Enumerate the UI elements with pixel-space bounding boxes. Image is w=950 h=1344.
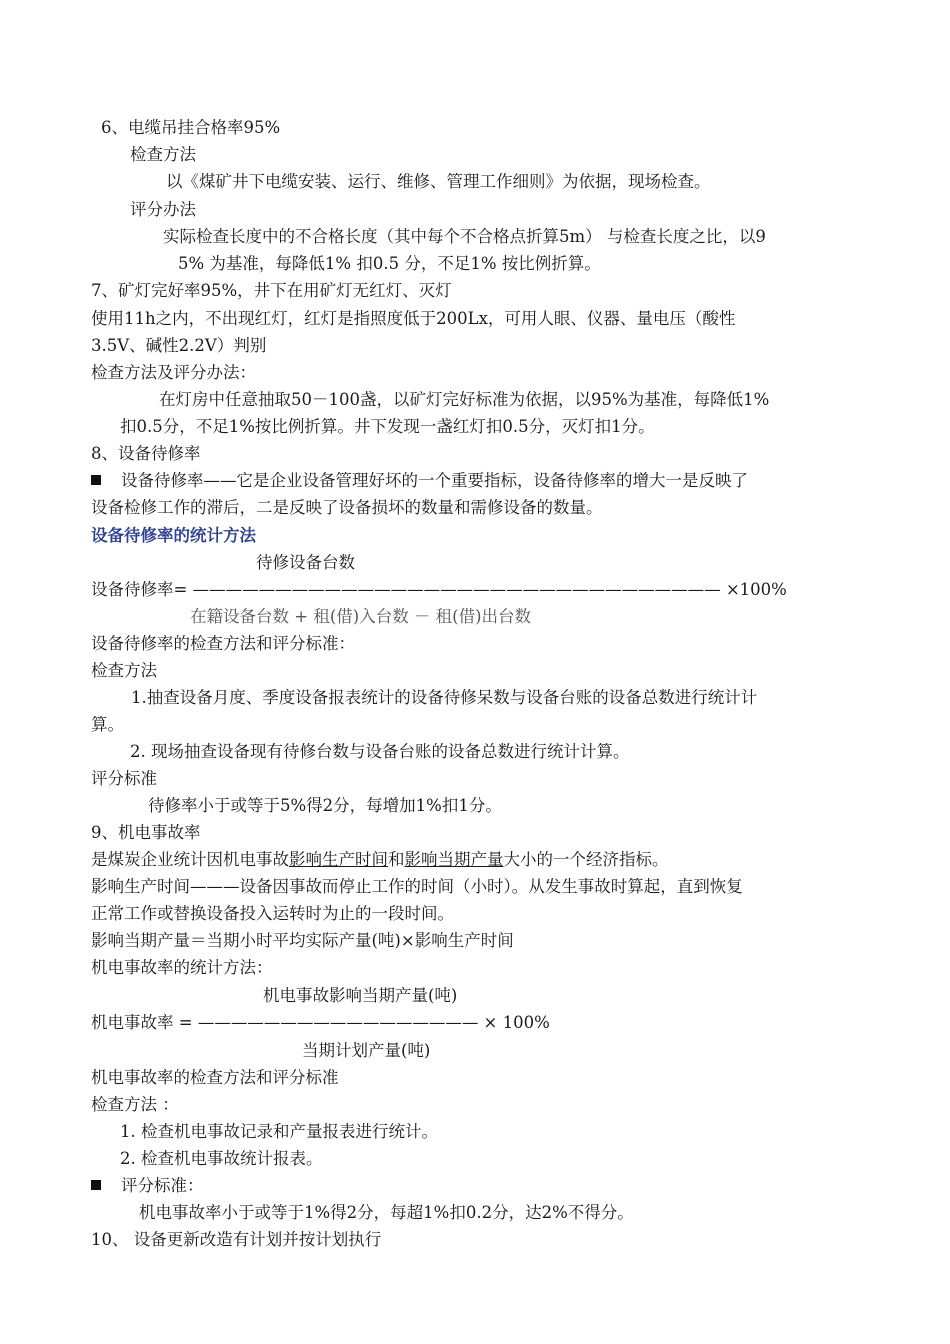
item-7-title: 7、矿灯完好率95%，井下在用矿灯无红灯、灭灯 bbox=[91, 281, 452, 300]
formula-denominator: 在籍设备台数 + 租(借)入台数 － 租(借)出台数 bbox=[190, 607, 532, 626]
item-8-title: 8、设备待修率 bbox=[91, 444, 201, 463]
paragraph: 使用11h之内，不出现红灯，红灯是指照度低于200Lx，可用人眼、仪器、量电压（酸性 bbox=[91, 309, 736, 328]
list-item: 1. 检查机电事故记录和产量报表进行统计。 bbox=[120, 1122, 438, 1141]
formula-line: 设备待修率= ———————————————————————————————— ×100% bbox=[91, 580, 787, 599]
formula-denominator: 当期计划产量(吨) bbox=[302, 1041, 431, 1060]
inspection-method-label: 检查方法 bbox=[130, 145, 196, 164]
list-item: 2. 检查机电事故统计报表。 bbox=[120, 1149, 323, 1168]
inspection-method-label: 检查方法 ： bbox=[91, 1095, 179, 1114]
formula-numerator: 待修设备台数 bbox=[256, 553, 355, 572]
paragraph: 5% 为基准，每降低1% 扣0.5 分，不足1% 按比例折算。 bbox=[178, 254, 601, 273]
paragraph: 设备检修工作的滞后，二是反映了设备损坏的数量和需修设备的数量。 bbox=[91, 498, 603, 517]
paragraph: 机电事故率小于或等于1%得2分，每超1%扣0.2分，达2%不得分。 bbox=[139, 1203, 634, 1222]
paragraph: 实际检查长度中的不合格长度（其中每个不合格点折算5m） 与检查长度之比，以9 bbox=[163, 227, 766, 246]
section-label: 机电事故率的统计方法： bbox=[91, 958, 273, 977]
paragraph: 算。 bbox=[91, 715, 124, 734]
section-label: 设备待修率的检查方法和评分标准： bbox=[91, 634, 355, 653]
paragraph: 在灯房中任意抽取50－100盏，以矿灯完好标准为依据，以95%为基准，每降低1% bbox=[159, 390, 770, 409]
section-label: 机电事故率的检查方法和评分标准 bbox=[91, 1068, 339, 1087]
paragraph: 3.5V、碱性2.2V）判别 bbox=[91, 336, 267, 355]
bullet-paragraph: 评分标准： bbox=[91, 1178, 204, 1195]
inspection-method-label: 检查方法 bbox=[91, 661, 157, 680]
paragraph: 是煤炭企业统计因机电事故影响生产时间和影响当期产量大小的一个经济指标。 bbox=[91, 850, 669, 869]
section-label: 检查方法及评分办法： bbox=[91, 363, 256, 382]
item-9-title: 9、机电事故率 bbox=[91, 823, 201, 842]
paragraph: 影响生产时间———设备因事故而停止工作的时间（小时）。从发生事故时算起，直到恢复 bbox=[91, 877, 743, 896]
formula-line: 机电事故率 = ————————————————— × 100% bbox=[91, 1013, 550, 1032]
formula-numerator: 机电事故影响当期产量(吨) bbox=[263, 986, 458, 1005]
square-bullet-icon bbox=[91, 1180, 101, 1190]
scoring-standard-label: 评分标准 bbox=[91, 769, 157, 788]
paragraph: 待修率小于或等于5%得2分，每增加1%扣1分。 bbox=[148, 796, 502, 815]
paragraph: 以《煤矿井下电缆安装、运行、维修、管理工作细则》为依据，现场检查。 bbox=[166, 172, 711, 191]
paragraph: 影响当期产量＝当期小时平均实际产量(吨)×影响生产时间 bbox=[91, 931, 514, 950]
section-heading: 设备待修率的统计方法 bbox=[91, 526, 256, 545]
list-item: 2. 现场抽查设备现有待修台数与设备台账的设备总数进行统计计算。 bbox=[130, 742, 630, 761]
paragraph: 扣0.5分，不足1%按比例折算。井下发现一盏红灯扣0.5分，灭灯扣1分。 bbox=[120, 417, 655, 436]
item-6-title: 6、电缆吊挂合格率95% bbox=[101, 118, 281, 137]
bullet-paragraph: 设备待修率——它是企业设备管理好坏的一个重要指标，设备待修率的增大一是反映了 bbox=[91, 473, 748, 490]
item-10-title: 10、 设备更新改造有计划并按计划执行 bbox=[91, 1230, 382, 1249]
paragraph: 正常工作或替换设备投入运转时为止的一段时间。 bbox=[91, 904, 454, 923]
scoring-method-label: 评分办法 bbox=[130, 200, 196, 219]
square-bullet-icon bbox=[91, 475, 101, 485]
list-item: 1.抽查设备月度、季度设备报表统计的设备待修呆数与设备台账的设备总数进行统计计 bbox=[131, 688, 758, 707]
